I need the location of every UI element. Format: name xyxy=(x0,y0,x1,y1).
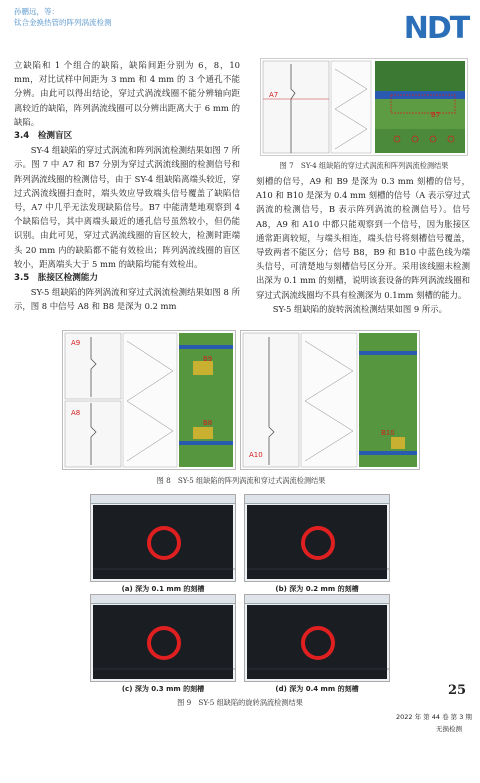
figure-9b-subcaption: (b) 深为 0.2 mm 的刻槽 xyxy=(275,585,359,593)
figure-7-caption: 图 7 SY-4 组缺陷的穿过式涡流和阵列涡流检测结果 xyxy=(279,161,449,170)
scan-display xyxy=(93,605,233,679)
header-title: 钛合金换热管的阵列涡流检测 xyxy=(14,18,112,27)
paragraph: 立缺陷和 1 个组合的缺陷，缺陷间距分别为 6，8，10 mm，对比试样中间距为 3 mm 和 4 mm 的 3 个通孔不能分辨。由此可以得出结论，穿过式涡流线圈不能分辨轴向距离较近的缺陷，阵列涡流线圈可以分辨出距离大于 6 mm 的缺陷。 xyxy=(14,60,240,127)
journal-issue: 2022 年 第 44 卷 第 3 期 xyxy=(396,713,472,721)
section-heading-3-5: 3.5 胀接区检测能力 xyxy=(14,273,98,284)
page-number: 25 xyxy=(448,683,467,698)
label-a10: A10 xyxy=(249,451,263,459)
label-a9: A9 xyxy=(71,339,81,347)
scan-display xyxy=(247,605,387,679)
label-b9: B9 xyxy=(203,355,213,363)
figure-9b-screenshot xyxy=(244,494,390,582)
scan-display xyxy=(247,505,387,579)
running-header xyxy=(14,6,394,28)
figure-8-right-panel xyxy=(240,330,420,470)
paragraph: SY-5 组缺陷的阵列涡流和穿过式涡流检测结果如图 8 所示，图 8 中信号 A8 和 B8 是深为 0.2 mm xyxy=(14,287,240,312)
left-column xyxy=(14,58,240,314)
figure-7 xyxy=(260,58,468,156)
journal-name: 无损检测 xyxy=(436,725,462,733)
right-column xyxy=(256,174,470,316)
paragraph: 刻槽的信号，A9 和 B9 是深为 0.3 mm 刻槽的信号，A10 和 B10 是深为 0.4 mm 刻槽的信号（A 表示穿过式涡流的检测信号，B 表示阵列涡流的检测信号）。信号 A8，A9 和 A10 中都只能观察到一个信号，因为胀接区通常距离较短，与端头相连，端头信号将刻槽信号覆盖，导致两者不能区分；信号 B8，B9 和 B10 中蓝色线为端头信号，可清楚地与刻槽信号区分开。采用该线圈未检测出深为 0.1 mm 的刻槽，说明该套设备的阵列涡流线圈和穿过式涡流线圈均不具有检测深为 0.1mm 刻槽的能力。 xyxy=(256,176,470,300)
paragraph: SY-4 组缺陷的穿过式涡流和阵列涡流检测结果如图 7 所示。图 7 中 A7 和 B7 分别为穿过式涡流线圈的检测信号和阵列涡流线圈的检测信号，由于 SY-4 组缺陷离端头较近，穿过式涡流线圈扫查时，端头效应导致端头信号覆盖了缺陷信号，A7 中几乎无法发现缺陷信号。B7 中能清楚地观察到 4 个缺陷信号，其中离端头最近的通孔信号虽然较小，但仍能识别。由此可见，穿过式涡流线圈的盲区较大，检测时距端头 20 mm 内的缺陷都不能有效检出；阵列涡流线圈的盲区较小，距离端头大于 5 mm 的缺陷均能有效检出。 xyxy=(14,145,240,269)
figure-9a-screenshot xyxy=(90,494,236,582)
paragraph: SY-5 组缺陷的旋转涡流检测结果如图 9 所示。 xyxy=(272,303,447,314)
app-toolbar xyxy=(245,495,389,504)
figure-9-caption: 图 9 SY-5 组缺陷的旋转涡流检测结果 xyxy=(177,698,303,707)
section-heading-3-4: 3.4 检测盲区 xyxy=(14,131,73,142)
figure-9a-subcaption: (a) 深为 0.1 mm 的刻槽 xyxy=(121,585,205,593)
figure-9d-screenshot xyxy=(244,594,390,682)
app-toolbar xyxy=(91,495,235,504)
label-b10: B10 xyxy=(381,429,395,437)
label-b8: B8 xyxy=(203,419,213,427)
app-toolbar xyxy=(245,595,389,604)
figure-8-left-panel xyxy=(62,330,236,470)
figure-8-caption: 图 8 SY-5 组缺陷的阵列涡流和穿过式涡流检测结果 xyxy=(156,476,326,485)
label-a7: A7 xyxy=(269,91,279,99)
figure-9c-subcaption: (c) 深为 0.3 mm 的刻槽 xyxy=(121,685,205,693)
figure-9c-screenshot xyxy=(90,594,236,682)
header-authors: 孙鹏远，等： xyxy=(14,7,59,16)
label-b7: B7 xyxy=(431,111,441,119)
scan-display xyxy=(93,505,233,579)
figure-9d-subcaption: (d) 深为 0.4 mm 的刻槽 xyxy=(275,685,359,693)
journal-logo: NDT xyxy=(403,10,469,46)
label-a8: A8 xyxy=(71,409,81,417)
app-toolbar xyxy=(91,595,235,604)
